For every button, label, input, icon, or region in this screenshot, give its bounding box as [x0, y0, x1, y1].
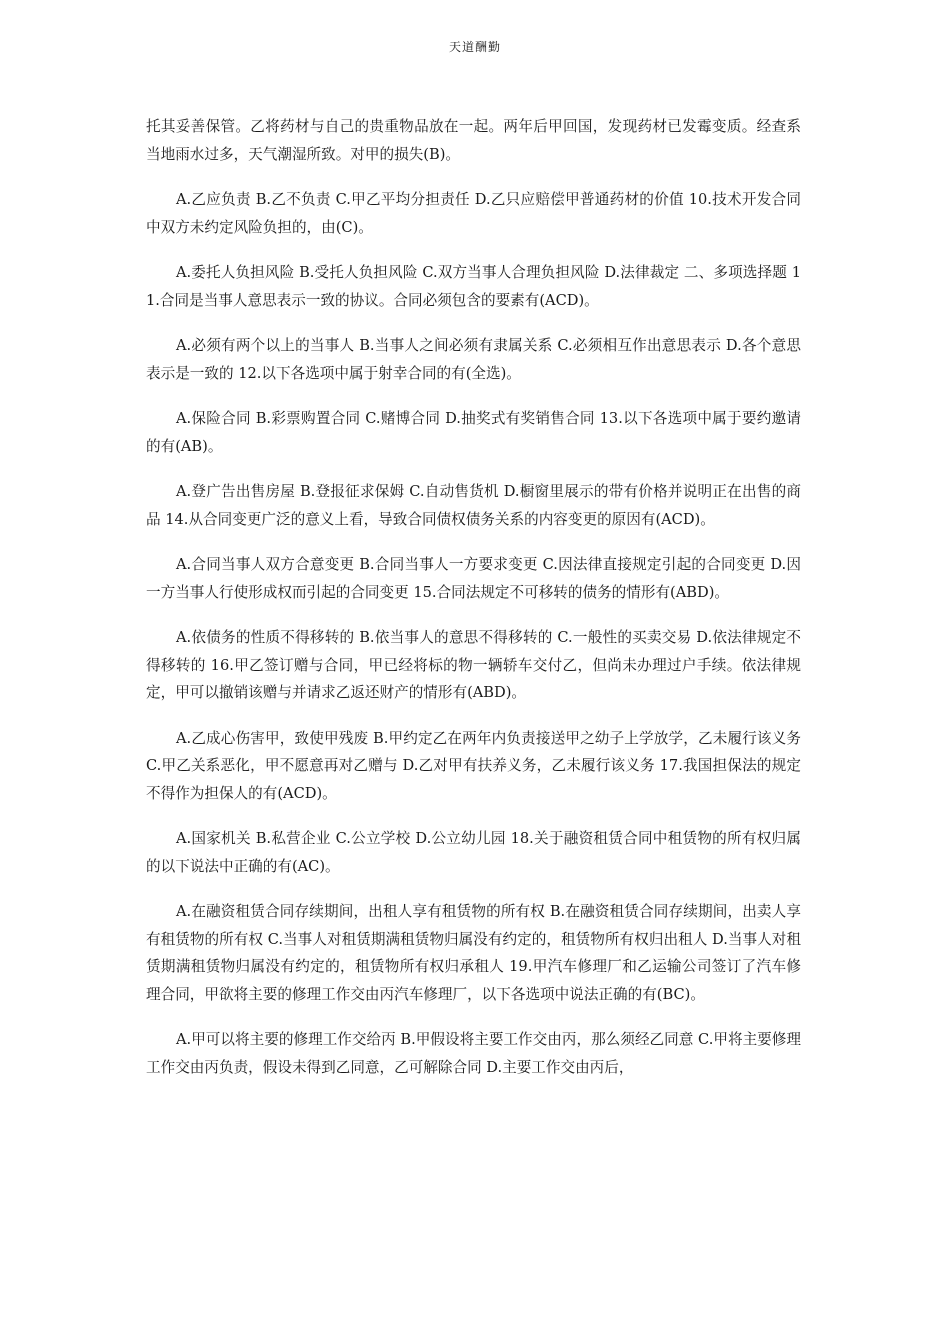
paragraph-q19-options: A.甲可以将主要的修理工作交给丙 B.甲假设将主要工作交由丙，那么须经乙同意 C.甲将主要修理工作交由丙负责，假设未得到乙同意，乙可解除合同 D.主要工作交由丙后，	[146, 1031, 801, 1076]
paragraph-q18-options: A.在融资租赁合同存续期间，出租人享有租赁物的所有权 B.在融资租赁合同存续期间，出卖人享有租赁物的所有权 C.当事人对租赁期满租赁物归属没有约定的，租赁物所有权归出租人 D.当事人对租赁期满租赁物归属没有约定的，租赁物所有权归承租人 19.甲汽车修理厂和乙运输公司签订了汽车修理合同，甲欲将主要的修理工作交由丙汽车修理厂，以下各选项中说法正确的有(BC)。	[146, 903, 801, 1003]
document-body	[146, 113, 801, 1099]
paragraph-q17-options: A.国家机关 B.私营企业 C.公立学校 D.公立幼儿园 18.关于融资租赁合同中租赁物的所有权归属的以下说法中正确的有(AC)。	[146, 830, 801, 875]
page-header: 天道酬勤	[448, 40, 501, 54]
paragraph-q15-options: A.依债务的性质不得移转的 B.依当事人的意思不得移转的 C.一般性的买卖交易 D.依法律规定不得移转的 16.甲乙签订赠与合同，甲已经将标的物一辆轿车交付乙，但尚未办理过户手续。依法律规定，甲可以撤销该赠与并请求乙返还财产的情形有(ABD)。	[146, 629, 801, 701]
paragraph-q11-options: A.必须有两个以上的当事人 B.当事人之间必须有隶属关系 C.必须相互作出意思表示 D.各个意思表示是一致的 12.以下各选项中属于射幸合同的有(全选)。	[146, 337, 801, 382]
paragraph-q12-options: A.保险合同 B.彩票购置合同 C.赌博合同 D.抽奖式有奖销售合同 13.以下各选项中属于要约邀请的有(AB)。	[146, 410, 801, 455]
paragraph-q10-options: A.委托人负担风险 B.受托人负担风险 C.双方当事人合理负担风险 D.法律裁定 二、多项选择题 11.合同是当事人意思表示一致的协议。合同必须包含的要素有(ACD)。	[146, 264, 801, 309]
paragraph-q13-options: A.登广告出售房屋 B.登报征求保姆 C.自动售货机 D.橱窗里展示的带有价格并说明正在出售的商品 14.从合同变更广泛的意义上看，导致合同债权债务关系的内容变更的原因有(ACD)。	[146, 483, 801, 528]
paragraph-q14-options: A.合同当事人双方合意变更 B.合同当事人一方要求变更 C.因法律直接规定引起的合同变更 D.因一方当事人行使形成权而引起的合同变更 15.合同法规定不可移转的债务的情形有(ABD)。	[146, 556, 801, 601]
paragraph-q9-options: A.乙应负责 B.乙不负责 C.甲乙平均分担责任 D.乙只应赔偿甲普通药材的价值 10.技术开发合同中双方未约定风险负担的，由(C)。	[146, 191, 801, 236]
paragraph-continuation: 托其妥善保管。乙将药材与自己的贵重物品放在一起。两年后甲回国，发现药材已发霉变质。经查系当地雨水过多，天气潮湿所致。对甲的损失(B)。	[146, 118, 801, 163]
paragraph-q16-options: A.乙成心伤害甲，致使甲残废 B.甲约定乙在两年内负责接送甲之幼子上学放学，乙未履行该义务 C.甲乙关系恶化，甲不愿意再对乙赠与 D.乙对甲有扶养义务，乙未履行该义务 17.我国担保法的规定不得作为担保人的有(ACD)。	[146, 729, 801, 802]
